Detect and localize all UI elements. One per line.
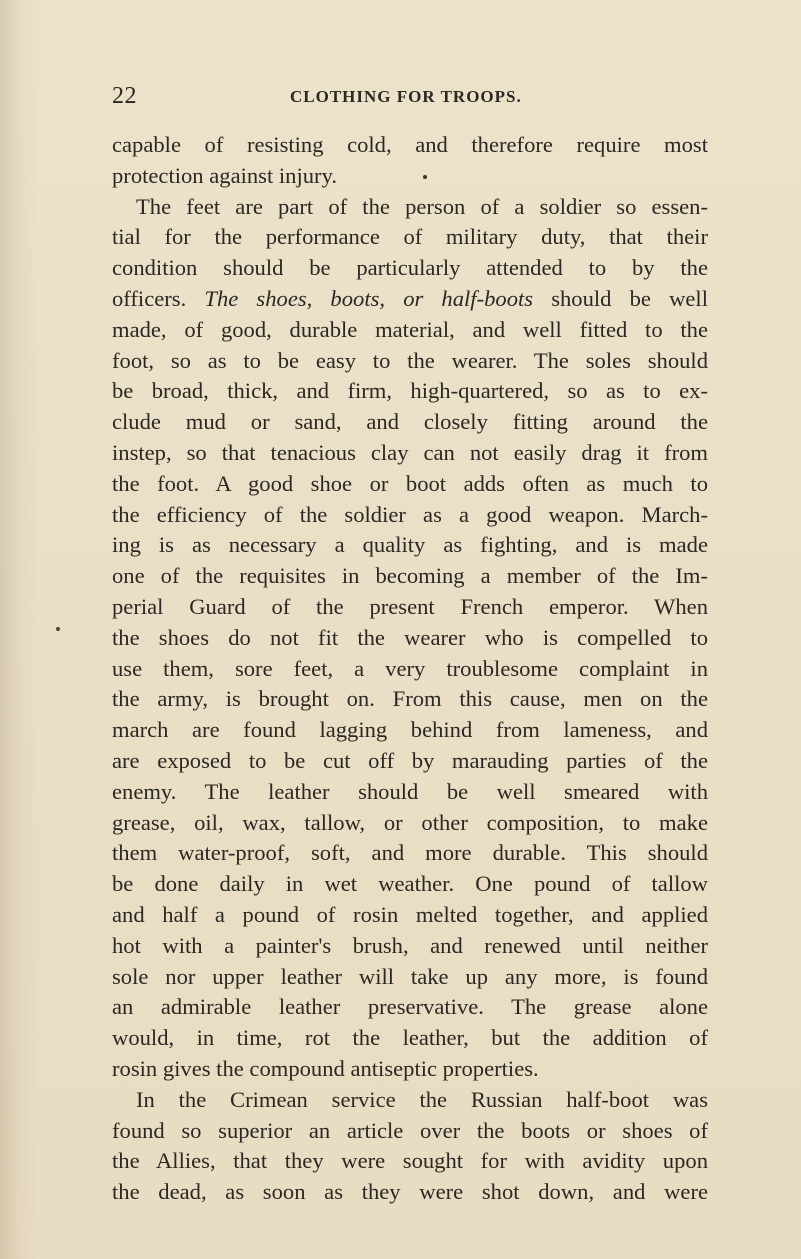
text-line: protection against injury. [112,162,338,188]
text-line: instep, so that tenacious clay can not easily drag it from [112,439,708,465]
text-line: capable of resisting cold, and therefore require most [112,132,708,157]
text-line: The feet are part of the person of a soldier so essen- [136,193,708,219]
text-line-with-italics: officers. The shoes, boots, or half-boots should be well [112,285,708,311]
text-line: are exposed to be cut off by marauding parties of the [112,747,708,773]
text-line: the efficiency of the soldier as a good weapon. March- [112,501,708,527]
text-line: march are found lagging behind from lameness, and [112,717,708,743]
text-line: the Allies, that they were sought for with avidity upon [112,1148,708,1174]
text-line: grease, oil, wax, tallow, or other composition, to make [112,809,708,835]
text-line: sole nor upper leather will take up any more, is found [112,963,708,989]
text-line: perial Guard of the present French emperor. When [112,593,708,619]
text-line: be broad, thick, and firm, high-quartered, so as to ex- [112,378,708,404]
text-line: condition should be particularly attended to by the [112,255,708,281]
text-line: enemy. The leather should be well smeared with [112,778,708,804]
text-line: and half a pound of rosin melted together, and applied [112,901,708,927]
text-line: the army, is brought on. From this cause, men on the [112,686,708,712]
text-line: made, of good, durable material, and well fitted to the [112,316,708,342]
page-number: 22 [112,83,137,109]
text-line: one of the requisites in becoming a member of the Im- [112,563,708,589]
text-line: ing is as necessary a quality as fighting, and is made [112,532,708,558]
ink-speck [56,627,60,631]
text-line: found so superior an article over the boots or shoes of [112,1117,708,1143]
text-line: would, in time, rot the leather, but the addition of [112,1025,708,1051]
page-header [112,83,702,113]
text-line: clude mud or sand, and closely fitting around the [112,409,708,435]
text-line: hot with a painter's brush, and renewed until neither [112,932,708,958]
text-line: In the Crimean service the Russian half-boot was [136,1086,708,1112]
text-line: an admirable leather preservative. The grease alone [112,994,708,1020]
italic-phrase: The shoes, boots, or half-boots [204,285,534,311]
text-line: the shoes do not fit the wearer who is compelled to [112,624,708,650]
text-line: the foot. A good shoe or boot adds often as much to [112,470,708,496]
text-line: tial for the performance of military duty, that their [112,224,708,250]
text-line: rosin gives the compound antiseptic properties. [112,1055,539,1081]
text-line: foot, so as to be easy to the wearer. The soles should [112,347,708,373]
running-head: CLOTHING FOR TROOPS. [290,87,522,106]
body-text [112,130,708,1208]
text-line: use them, sore feet, a very troublesome complaint in [112,655,708,681]
text-line: the dead, as soon as they were shot down, and were [112,1179,708,1205]
text-line: them water-proof, soft, and more durable. This should [112,840,708,866]
text-line: be done daily in wet weather. One pound of tallow [112,871,708,897]
